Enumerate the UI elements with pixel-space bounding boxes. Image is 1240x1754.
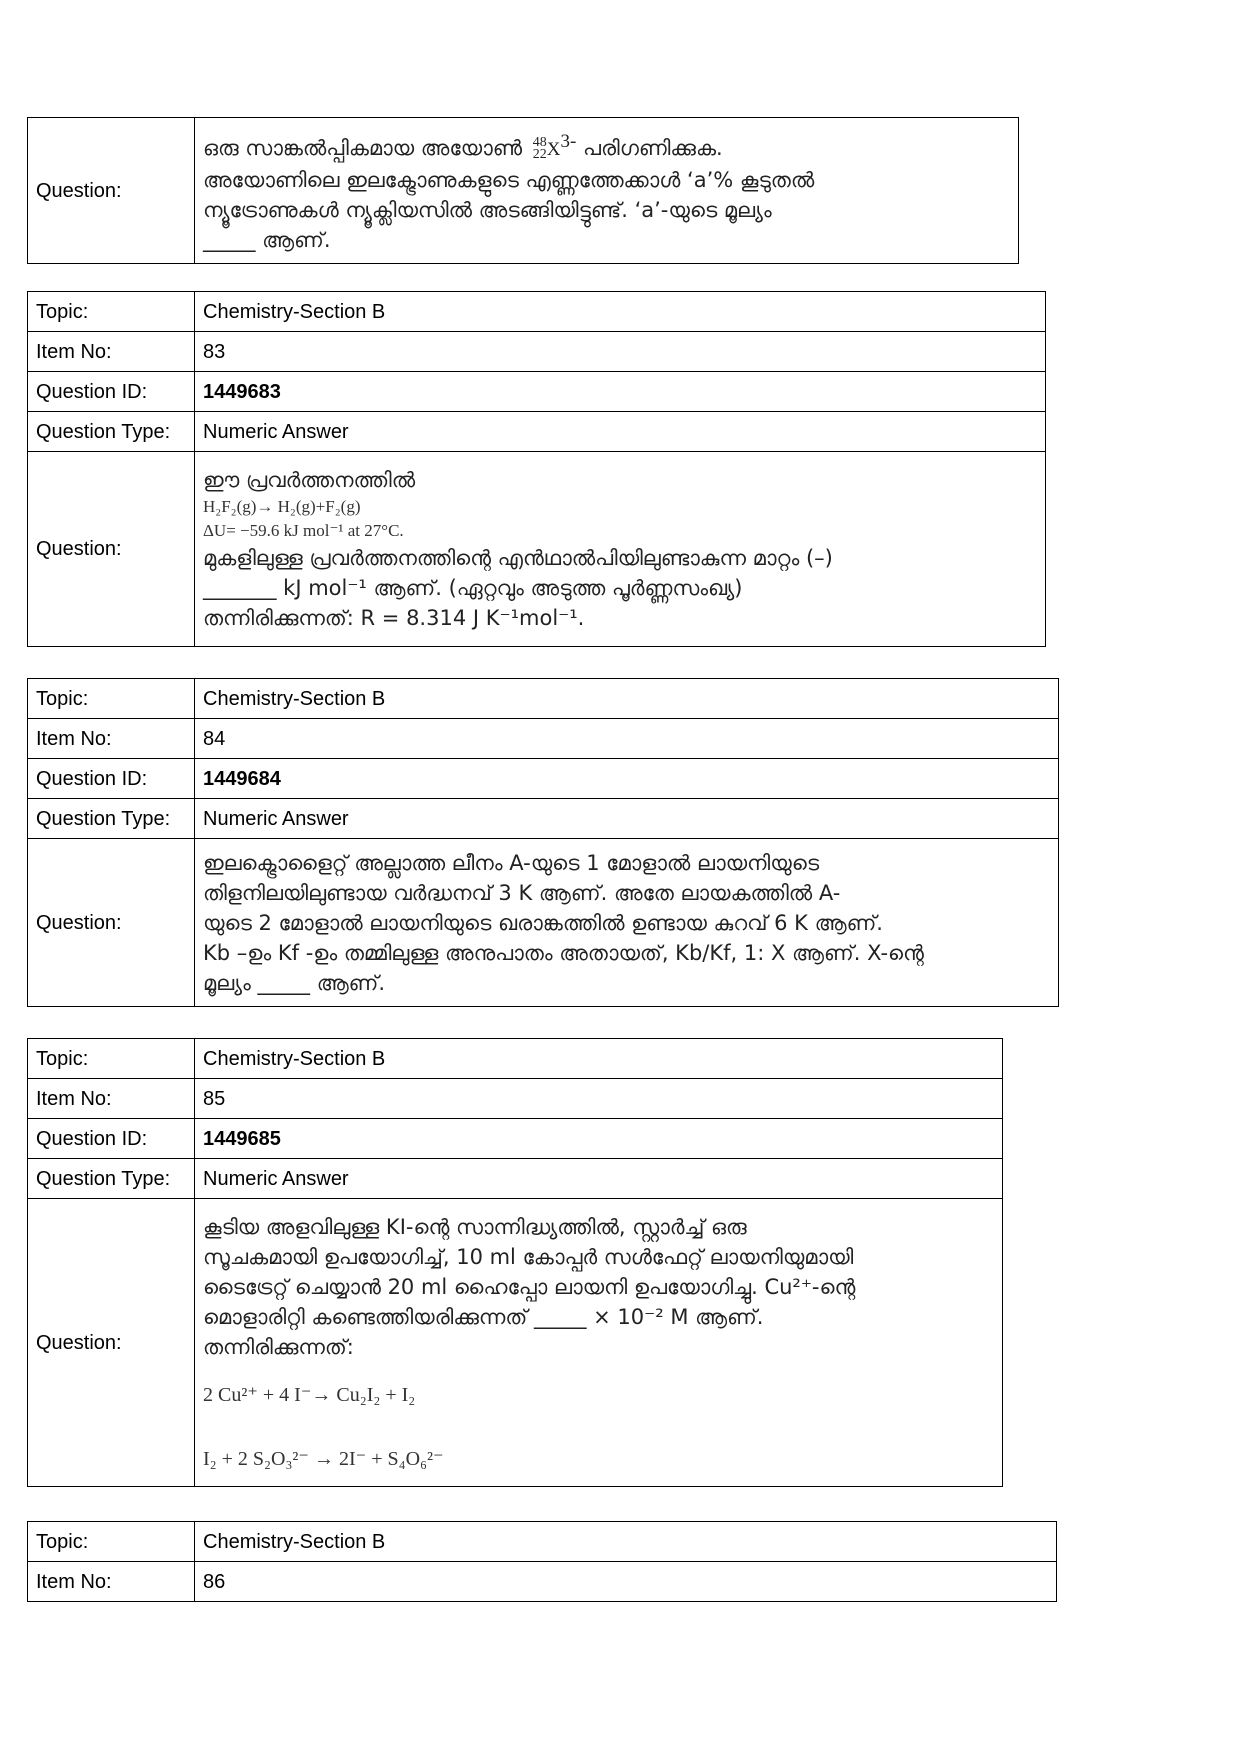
question-line: മൊളാരിറ്റി കണ്ടെത്തിയരിക്കുന്നത് _____ × 10⁻² M ആണ്. bbox=[203, 1304, 764, 1329]
question-text bbox=[195, 839, 1059, 1007]
question-line: സൂചകമായി ഉപയോഗിച്ച്, 10 ml കോപ്പർ സൾഫേറ്റ് ലായനിയുമായി bbox=[203, 1244, 854, 1269]
item-no-label: Item No: bbox=[28, 1562, 195, 1602]
question-line: _____ ആണ്. bbox=[203, 227, 331, 252]
energy-value: ΔU= −59.6 kJ mol⁻¹ at 27°C. bbox=[203, 521, 404, 540]
question-block-83 bbox=[27, 291, 1046, 647]
question-table bbox=[27, 291, 1046, 647]
reaction-equation: I₂ + 2 S₂O₃²⁻ → 2I⁻ + S₄O₆²⁻ bbox=[203, 1447, 444, 1470]
nuclide-notation bbox=[532, 134, 547, 162]
question-line: Kb –ഉം Kf -ഉം തമ്മിലുള്ള അനുപാതം അതായത്, Kb/Kf, 1: X ആണ്. X-ന്റെ bbox=[203, 940, 924, 965]
question-id-label: Question ID: bbox=[28, 1119, 195, 1159]
question-table bbox=[27, 1521, 1057, 1602]
question-id-value: 1449684 bbox=[195, 759, 1059, 799]
atomic-number: 22 bbox=[532, 146, 547, 162]
question-table bbox=[27, 1038, 1003, 1487]
topic-label: Topic: bbox=[28, 1039, 195, 1079]
question-type-label: Question Type: bbox=[28, 1159, 195, 1199]
question-line-text: ഒരു സാങ്കൽപ്പികമായ അയോൺ bbox=[203, 135, 523, 160]
question-type-label: Question Type: bbox=[28, 412, 195, 452]
item-no-value: 86 bbox=[195, 1562, 1057, 1602]
question-label: Question: bbox=[28, 452, 195, 647]
question-id-label: Question ID: bbox=[28, 372, 195, 412]
item-no-value: 85 bbox=[195, 1079, 1003, 1119]
question-line: ന്യൂട്രോണുകൾ ന്യൂക്ലിയസിൽ അടങ്ങിയിട്ടുണ്ട്. ‘a’-യുടെ മൂല്യം bbox=[203, 197, 772, 222]
item-no-value: 83 bbox=[195, 332, 1046, 372]
question-label: Question: bbox=[28, 839, 195, 1007]
question-block-84 bbox=[27, 678, 1059, 1007]
topic-value: Chemistry-Section B bbox=[195, 1039, 1003, 1079]
question-line: അയോണിലെ ഇലക്ട്രോണുകളുടെ എണ്ണത്തേക്കാൾ ‘a’% കൂടുതൽ bbox=[203, 167, 815, 192]
question-line: ഇലക്ട്രൊളൈറ്റ് അല്ലാത്ത ലീനം A-യുടെ 1 മോളാൽ ലായനിയുടെ bbox=[203, 850, 820, 875]
question-line bbox=[203, 127, 1010, 165]
mass-number: 48 bbox=[532, 134, 547, 150]
ion-charge: 3- bbox=[560, 130, 577, 152]
question-text bbox=[195, 118, 1019, 264]
question-line-text: പരിഗണിക്കുക. bbox=[583, 135, 723, 160]
question-block-82 bbox=[27, 117, 1019, 264]
item-no-label: Item No: bbox=[28, 332, 195, 372]
question-line: ടൈട്രേറ്റ് ചെയ്യാൻ 20 ml ഹൈപ്പോ ലായനി ഉപയോഗിച്ചു. Cu²⁺-ന്റെ bbox=[203, 1274, 856, 1299]
question-line: _______ kJ mol⁻¹ ആണ്. (ഏറ്റവും അടുത്ത പൂർണ്ണസംഖ്യ) bbox=[203, 576, 743, 600]
question-line: തന്നിരിക്കുന്നത്: R = 8.314 J K⁻¹mol⁻¹. bbox=[203, 606, 585, 630]
question-line: തിളനിലയിലുണ്ടായ വർദ്ധനവ് 3 K ആണ്. അതേ ലായകത്തിൽ A- bbox=[203, 880, 841, 905]
question-id-value: 1449683 bbox=[195, 372, 1046, 412]
question-type-value: Numeric Answer bbox=[195, 412, 1046, 452]
question-line: ഈ പ്രവർത്തനത്തിൽ bbox=[203, 468, 416, 492]
question-line: തന്നിരിക്കുന്നത്: bbox=[203, 1334, 354, 1359]
question-type-value: Numeric Answer bbox=[195, 799, 1059, 839]
question-table bbox=[27, 117, 1019, 264]
question-line: മുകളിലുള്ള പ്രവർത്തനത്തിന്റെ എൻഥാൽപിയിലുണ്ടാകുന്ന മാറ്റം (–) bbox=[203, 546, 833, 570]
question-id-value: 1449685 bbox=[195, 1119, 1003, 1159]
element-symbol: X bbox=[546, 138, 561, 160]
question-id-label: Question ID: bbox=[28, 759, 195, 799]
item-no-value: 84 bbox=[195, 719, 1059, 759]
question-table bbox=[27, 678, 1059, 1007]
reaction-equation: H₂F₂(g)→ H₂(g)+F₂(g) bbox=[203, 497, 361, 516]
question-block-86 bbox=[27, 1521, 1057, 1602]
question-text bbox=[195, 452, 1046, 647]
reaction-equation: 2 Cu²⁺ + 4 I⁻→ Cu₂I₂ + I₂ bbox=[203, 1383, 416, 1406]
item-no-label: Item No: bbox=[28, 719, 195, 759]
question-line: മൂല്യം _____ ആണ്. bbox=[203, 970, 386, 995]
topic-label: Topic: bbox=[28, 1522, 195, 1562]
topic-value: Chemistry-Section B bbox=[195, 679, 1059, 719]
item-no-label: Item No: bbox=[28, 1079, 195, 1119]
question-label: Question: bbox=[28, 118, 195, 264]
topic-value: Chemistry-Section B bbox=[195, 1522, 1057, 1562]
topic-label: Topic: bbox=[28, 292, 195, 332]
question-line: കൂടിയ അളവിലുള്ള KI-ന്റെ സാന്നിദ്ധ്യത്തിൽ, സ്റ്റാർച്ച് ഒരു bbox=[203, 1214, 747, 1239]
question-type-value: Numeric Answer bbox=[195, 1159, 1003, 1199]
question-line: യുടെ 2 മോളാൽ ലായനിയുടെ ഖരാങ്കത്തിൽ ഉണ്ടായ കുറവ് 6 K ആണ്. bbox=[203, 910, 883, 935]
topic-value: Chemistry-Section B bbox=[195, 292, 1046, 332]
question-type-label: Question Type: bbox=[28, 799, 195, 839]
question-block-85 bbox=[27, 1038, 1003, 1487]
question-text bbox=[195, 1199, 1003, 1487]
topic-label: Topic: bbox=[28, 679, 195, 719]
question-label: Question: bbox=[28, 1199, 195, 1487]
